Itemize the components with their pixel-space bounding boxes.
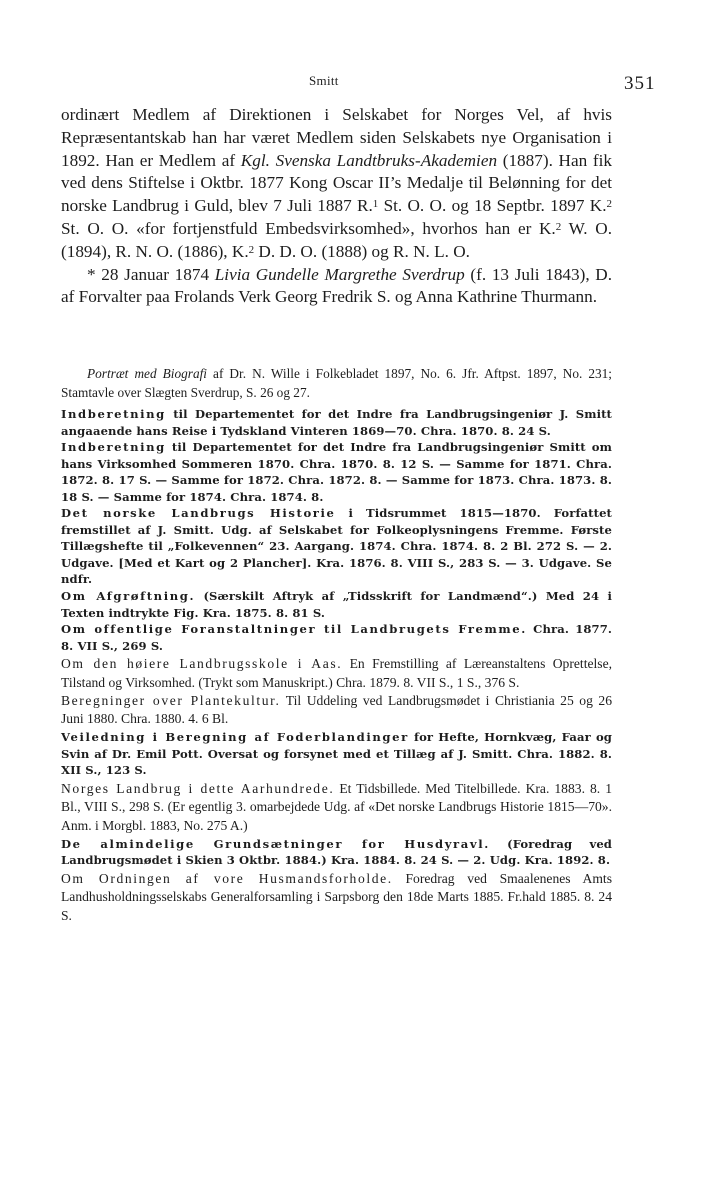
bibliography-entry: Norges Landbrug i dette Aarhundrede. Et Tidsbillede. Med Titelbillede. Kra. 1883. 8. 1 Bl., VIII S., 298 S. (Er egentlig 3. omarbejdede Udg. af «Det norske Landbrugs Historie 1815—70». Anm. i Morgbl. 1883, No. 275 A.) xyxy=(61,781,612,833)
bibliography-entry: De almindelige Grundsætninger for Husdyravl. (Foredrag ved Landbrugsmødet i Skien 3 Oktbr. 1884.) Kra. 1884. 8. 24 S. — 2. Udg. Kra. 1892. 8. xyxy=(61,836,613,868)
bibliography-entry: Indberetning til Departementet for det Indre fra Landbrugsingeniør Smitt om hans Virksomhed Sommeren 1870. Chra. 1870. 8. 12 S. — Samme for 1871. Chra. 1872. 8. 17 S. — Samme for 1872. Chra. 1872. 8. — Samme for 1873. Chra. 1873. 8. 18 S. — Samme for 1874. Chra. 1874. 8. xyxy=(61,440,612,504)
source-note: Portræt med Biografi af Dr. N. Wille i Folkebladet 1897, No. 6. Jfr. Aftpst. 1897, No. 231; Stamtavle over Slægten Sverdrup, S. 26 og 27. xyxy=(61,366,612,400)
page-number: 351 xyxy=(624,73,656,94)
spouse-name: Livia Gundelle Margrethe Sverdrup xyxy=(214,264,465,284)
bibliography-entry: Om offentlige Foranstaltninger til Landbrugets Fremme. Chra. 1877. 8. VII S., 269 S. xyxy=(61,622,613,653)
bio-paragraph: ordinært Medlem af Direktionen i Selskabet for Norges Vel, af hvis Repræsentantskab han har været Medlem siden Selskabets nye Organisation i 1892. Han er Medlem af Kgl. Svenska Landtbruks-Akademien (1887). Han fik ved dens Stiftelse i Oktbr. 1877 Kong Oscar II’s Medalje til Belønning for det norske Landbrug i Guld, blev 7 Juli 1887 R.$^1$ St. O. O. og 18 Septbr. 1897 K.$^2$ St. O. O. «for fortjenstfuld Embedsvirksomhed», hvorhos han er K.$^2$ W. O. (1894), R. N. O. (1886), K.$^2$ D. D. O. (1888) og R. N. L. O. xyxy=(61,105,613,261)
bibliography-entry: Det norske Landbrugs Historie i Tidsrummet 1815—1870. Forfattet fremstillet af J. Smitt. Udg. af Selskabet for Folkeoplysningens Fremme. Første Tillægshefte til „Folkevennen“ 23. Aargang. 1874. Chra. 1874. 8. 2 Bl. 272 S. — 2. Udgave. [Med et Kart og 2 Plancher]. Kra. 1876. 8. VIII S., 283 S. — 3. Udgave. Se ndfr. xyxy=(61,506,612,587)
bibliography-entry: Indberetning til Departementet for det Indre fra Landbrugsingeniør J. Smitt angaaende hans Reise i Tydskland Vinteren 1869—70. Chra. 1870. 8. 24 S. xyxy=(61,407,612,438)
bibliography-entry: Om Ordningen af vore Husmandsforholde. Foredrag ved Smaalenenes Amts Landhusholdningsselskabs Generalforsamling i Sarpsborg den 18de Marts 1885. Fr.hald 1885. 8. 24 S. xyxy=(61,871,613,923)
bibliography-entry: Beregninger over Plantekultur. Til Uddeling ved Landbrugsmødet i Christiania 25 og 26 Juni 1880. Chra. 1880. 4. 6 Bl. xyxy=(61,692,613,727)
running-head: Smitt xyxy=(309,73,339,88)
bibliography-entry: Veiledning i Beregning af Foderblandinger for Hefte, Hornkvæg, Faar og Svin af Dr. Emil Pott. Oversat og forsynet med et Tillæg af J. Smitt. Chra. 1882. 8. XII S., 123 S. xyxy=(61,730,613,778)
bibliography-entry: Om den høiere Landbrugsskole i Aas. En Fremstilling af Læreanstaltens Oprettelse, Tilstand og Virksomhed. (Trykt som Manuskript.) Chra. 1879. 8. VII S., 1 S., 376 S. xyxy=(61,656,612,690)
bibliography-list xyxy=(61,406,612,925)
bibliography-entry: Om Afgrøftning. (Særskilt Aftryk af „Tidsskrift for Landmænd“.) Med 24 i Texten indtrykte Fig. Kra. 1875. 8. 81 S. xyxy=(61,589,612,620)
marriage-paragraph: * 28 Januar 1874 Livia Gundelle Margrethe Sverdrup (f. 13 Juli 1843), D. af Forvalter paa Frolands Verk Georg Fredrik S. og Anna Kathrine Thurmann. xyxy=(61,264,613,307)
biography-text xyxy=(61,104,612,309)
academy-name: Kgl. Svenska Landtbruks-Akademien xyxy=(240,150,498,170)
